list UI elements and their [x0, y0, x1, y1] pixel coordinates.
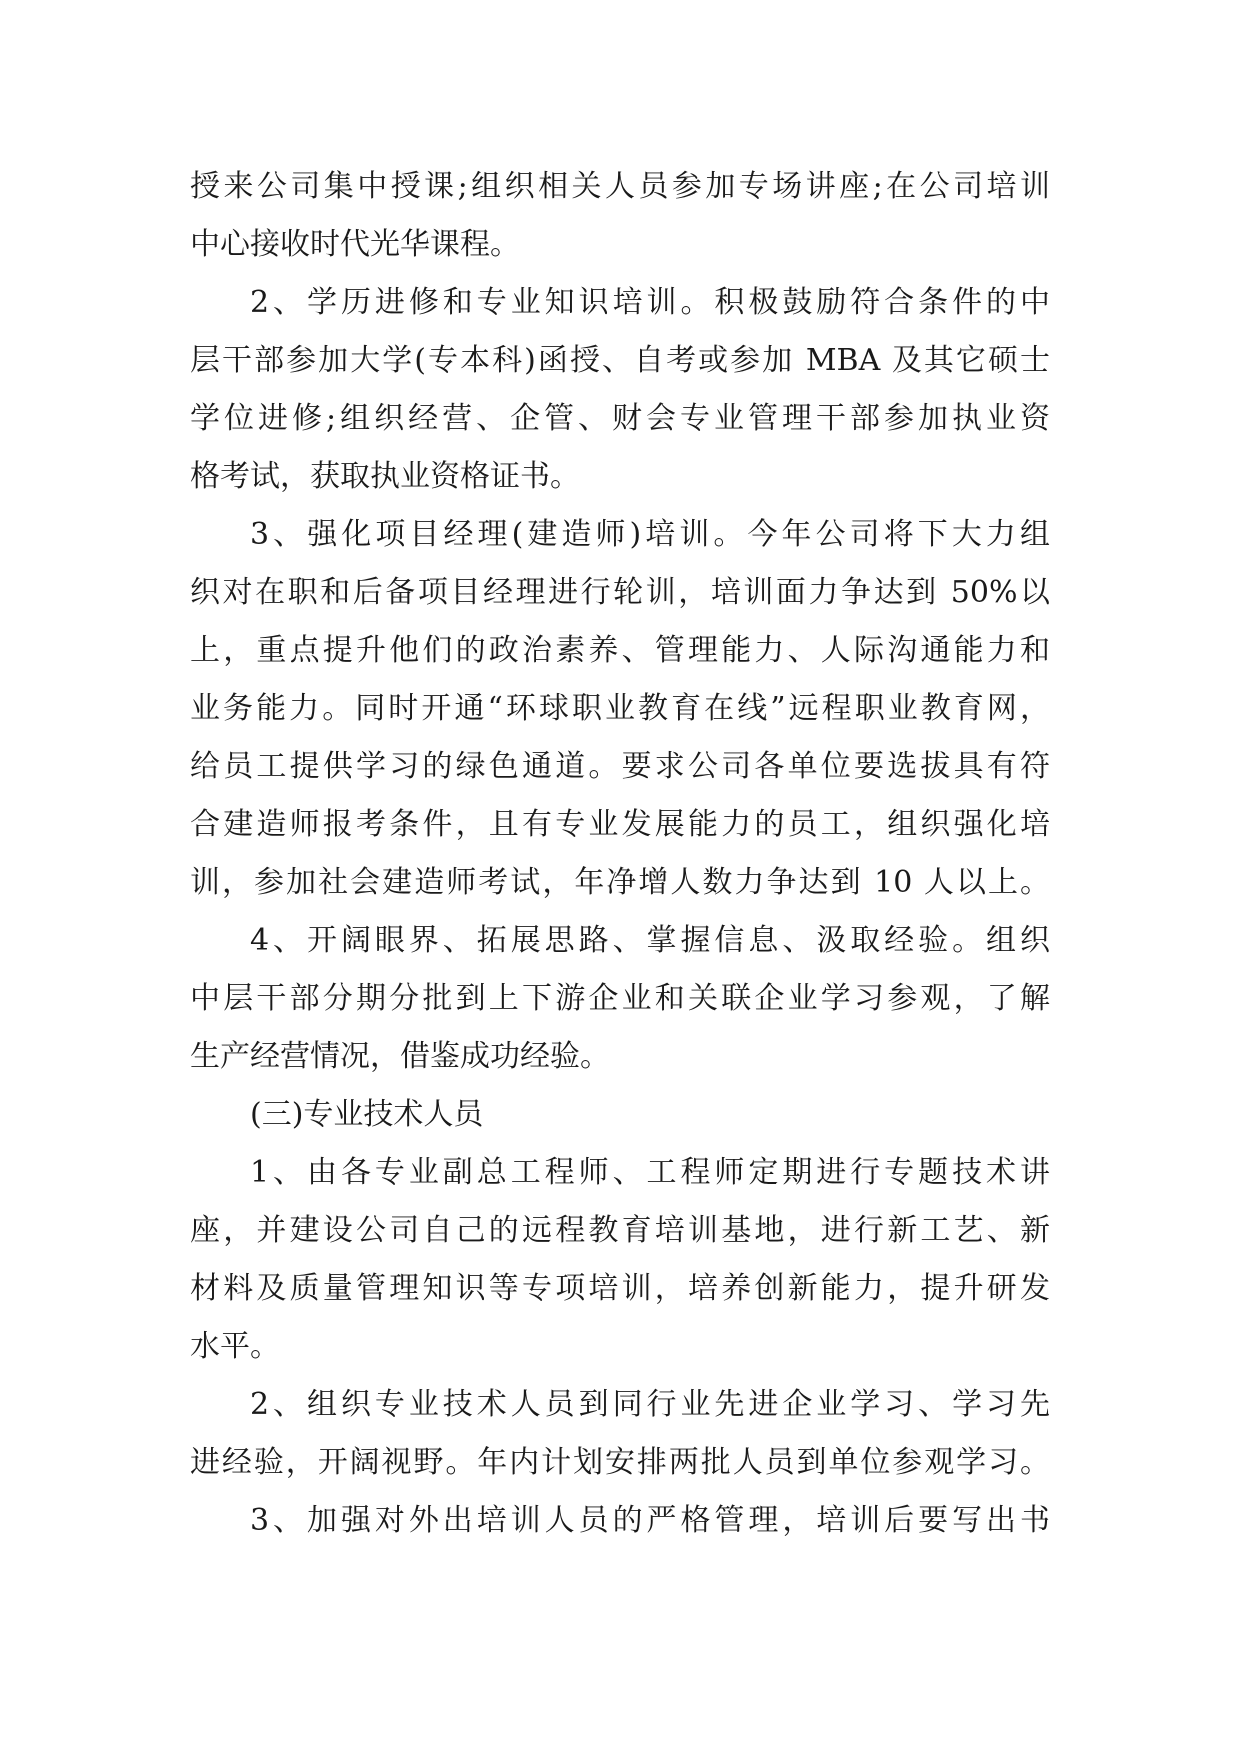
text-line: 业务能力。同时开通“环球职业教育在线”远程职业教育网，: [190, 691, 1050, 726]
text-line: 织对在职和后备项目经理进行轮训，培训面力争达到 50%以: [190, 575, 1050, 610]
text-line: 上，重点提升他们的政治素养、管理能力、人际沟通能力和: [190, 633, 1050, 668]
text-line: 中心接收时代光华课程。: [190, 227, 520, 262]
paragraph-first-line: 3、强化项目经理(建造师)培训。今年公司将下大力组: [250, 517, 1050, 552]
paragraph-first-line: 4、开阔眼界、拓展思路、掌握信息、汲取经验。组织: [250, 923, 1050, 958]
document-body: [190, 158, 1050, 1550]
text-line: 学位进修;组织经营、企管、财会专业管理干部参加执业资: [190, 401, 1050, 436]
text-line: 格考试，获取执业资格证书。: [190, 459, 580, 494]
text-line: 层干部参加大学(专本科)函授、自考或参加 MBA 及其它硕士: [190, 343, 1050, 378]
paragraph-first-line: 2、组织专业技术人员到同行业先进企业学习、学习先: [250, 1387, 1050, 1422]
text-line: 生产经营情况，借鉴成功经验。: [190, 1039, 610, 1074]
section-heading: (三)专业技术人员: [250, 1097, 484, 1132]
text-line: 给员工提供学习的绿色通道。要求公司各单位要选拔具有符: [190, 749, 1050, 784]
paragraph-first-line: 3、加强对外出培训人员的严格管理，培训后要写出书: [250, 1503, 1050, 1538]
text-line: 座，并建设公司自己的远程教育培训基地，进行新工艺、新: [190, 1213, 1050, 1248]
text-line: 水平。: [190, 1329, 280, 1364]
text-line: 进经验，开阔视野。年内计划安排两批人员到单位参观学习。: [190, 1445, 1050, 1480]
text-line: 合建造师报考条件，且有专业发展能力的员工，组织强化培: [190, 807, 1050, 842]
paragraph-first-line: 1、由各专业副总工程师、工程师定期进行专题技术讲: [250, 1155, 1050, 1190]
text-line: 材料及质量管理知识等专项培训，培养创新能力，提升研发: [190, 1271, 1050, 1306]
text-line: 中层干部分期分批到上下游企业和关联企业学习参观，了解: [190, 981, 1050, 1016]
text-line: 训，参加社会建造师考试，年净增人数力争达到 10 人以上。: [190, 865, 1050, 900]
paragraph-first-line: 2、学历进修和专业知识培训。积极鼓励符合条件的中: [250, 285, 1050, 320]
text-line: 授来公司集中授课;组织相关人员参加专场讲座;在公司培训: [190, 169, 1050, 204]
